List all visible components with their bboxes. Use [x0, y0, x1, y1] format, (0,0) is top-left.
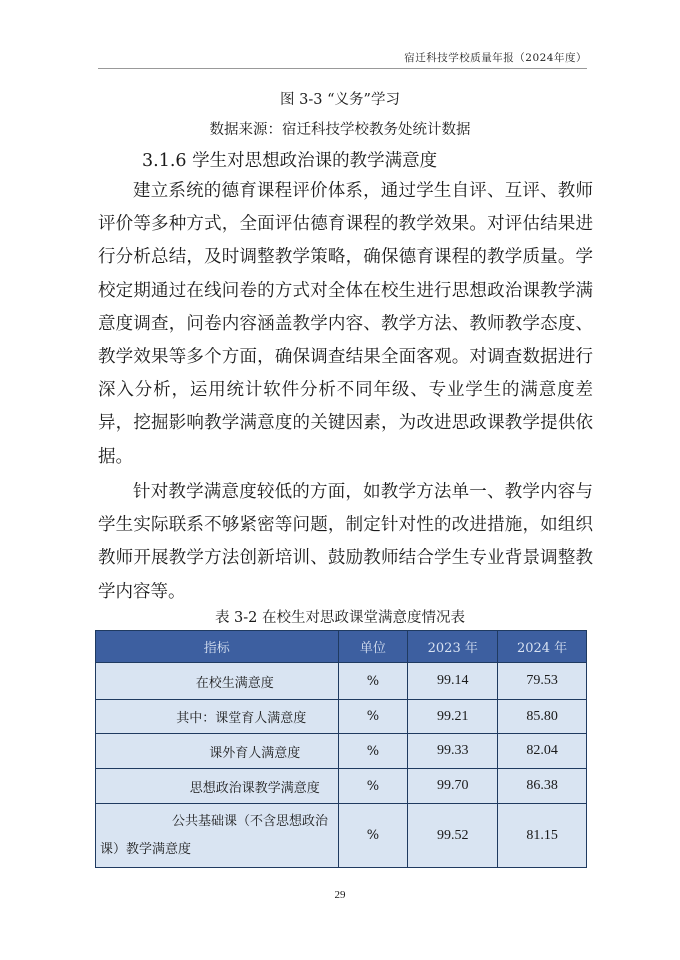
value-2023-cell: 99.52 — [408, 804, 498, 868]
running-header: 宿迁科技学校质量年报（2024年度） — [404, 52, 587, 64]
figure-caption: 图 3-3 “义务”学习 — [280, 92, 400, 108]
body-paragraph-2: 针对教学满意度较低的方面，如教学方法单一、教学内容与学生实际联系不够紧密等问题，制定针对性的改进措施，如组织教师开展教学方法创新培训、鼓励教师结合学生专业背景调整教学内容等。 — [98, 482, 593, 602]
unit-cell: % — [338, 734, 408, 769]
value-2024-cell: 79.53 — [498, 663, 587, 700]
table-row — [96, 769, 587, 804]
indicator-cell — [96, 804, 339, 868]
header-divider — [98, 68, 587, 69]
page-number: 29 — [334, 889, 346, 901]
indicator-cell: 思想政治课教学满意度 — [96, 769, 339, 804]
indicator-cell: 在校生满意度 — [96, 663, 339, 700]
table-header-row — [96, 631, 587, 663]
indicator-line-2: 课）教学满意度 — [100, 841, 192, 857]
header-2024: 2024 年 — [498, 631, 587, 663]
value-2023-cell: 99.33 — [408, 734, 498, 769]
table-caption: 表 3-2 在校生对思政课堂满意度情况表 — [214, 610, 466, 626]
indicator-cell: 其中：课堂育人满意度 — [96, 700, 339, 734]
indicator-cell: 课外育人满意度 — [96, 734, 339, 769]
unit-cell: % — [338, 769, 408, 804]
value-2024-cell: 82.04 — [498, 734, 587, 769]
table-row — [96, 734, 587, 769]
body-paragraph-1: 建立系统的德育课程评价体系，通过学生自评、互评、教师评价等多种方式，全面评估德育课程的教学效果。对评估结果进行分析总结，及时调整教学策略，确保德育课程的教学质量。学校定期通过在线问卷的方式对全体在校生进行思想政治课教学满意度调查，问卷内容涵盖教学内容、教学方法、教师教学态度、教学效果等多个方面，确保调查结果全面客观。对调查数据进行深入分析，运用统计软件分析不同年级、专业学生的满意度差异，挖掘影响教学满意度的关键因素，为改进思政课教学提供依据。 — [98, 181, 593, 467]
table-row — [96, 663, 587, 700]
figure-data-source: 数据来源：宿迁科技学校教务处统计数据 — [209, 122, 471, 138]
table-row — [96, 700, 587, 734]
value-2023-cell: 99.70 — [408, 769, 498, 804]
value-2023-cell: 99.21 — [408, 700, 498, 734]
value-2024-cell: 81.15 — [498, 804, 587, 868]
unit-cell: % — [338, 804, 408, 868]
unit-cell: % — [338, 663, 408, 700]
header-indicator: 指标 — [96, 631, 339, 663]
section-heading: 3.1.6 学生对思想政治课的教学满意度 — [142, 151, 438, 171]
indicator-line-1: 公共基础课（不含思想政治 — [172, 813, 329, 829]
header-unit: 单位 — [338, 631, 408, 663]
value-2023-cell: 99.14 — [408, 663, 498, 700]
header-2023: 2023 年 — [408, 631, 498, 663]
table-row — [96, 804, 587, 868]
unit-cell: % — [338, 700, 408, 734]
satisfaction-table — [95, 630, 587, 868]
value-2024-cell: 85.80 — [498, 700, 587, 734]
value-2024-cell: 86.38 — [498, 769, 587, 804]
